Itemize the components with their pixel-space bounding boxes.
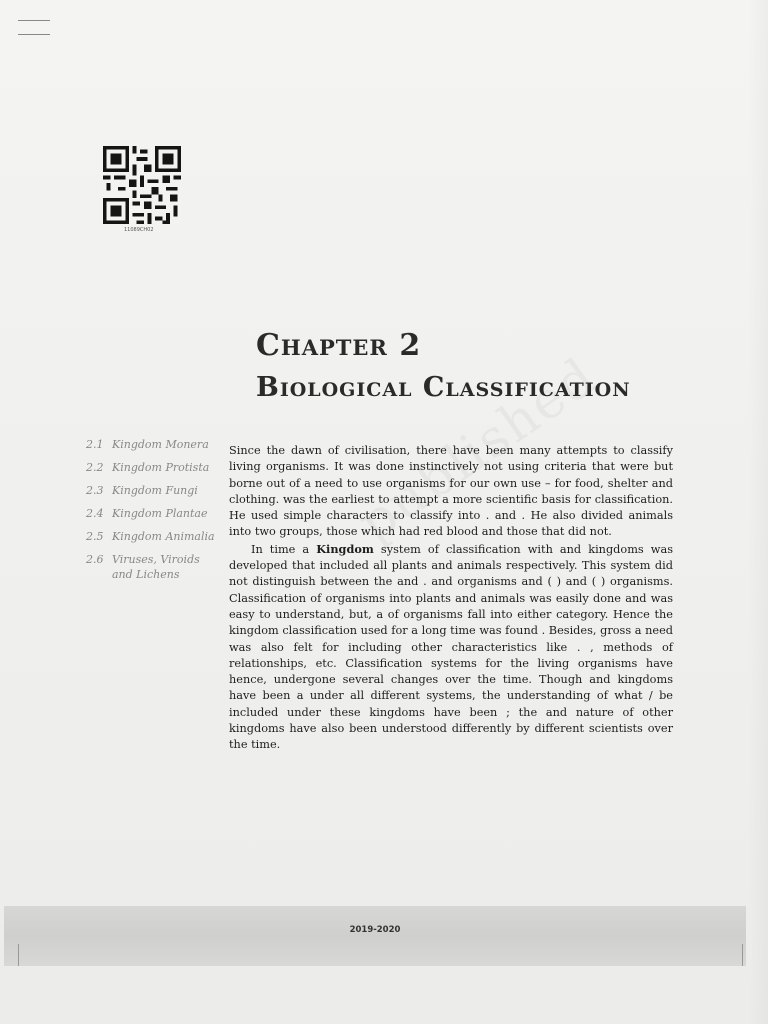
qr-code-label: 11089CH02: [124, 227, 154, 233]
toc-item-kingdom-fungi[interactable]: [86, 483, 221, 498]
toc-item-kingdom-monera[interactable]: [86, 437, 221, 452]
toc-item-viruses-viroids-lichens[interactable]: [86, 552, 221, 582]
toc-item-kingdom-animalia[interactable]: [86, 529, 221, 544]
footer-year: 2019-2020: [349, 925, 401, 935]
toc-label: Kingdom Protista: [112, 461, 210, 474]
toc-label: Kingdom Fungi: [112, 484, 198, 497]
toc-number: 2.5: [86, 530, 104, 543]
paragraph-text: system of classification with and kingdoms was developed that included all plants and animals respectively. This system did not distinguish between the and . and organisms and ( ) and ( ) organisms. Classification of organisms into plants and animals was easily done and was easy to understand, but, a of organisms fall into either category. Hence the kingdom classification used for a long time was found . Besides, gross a need was also felt for including other characteristics like . , methods of relationships, etc. Classification systems for the living organisms have hence, undergone several changes over the time. Though and kingdoms have been a under all different systems, the understanding of what / be included under these kingdoms have been ; the and nature of other kingdoms have also been understood differently by different scientists over the time.: [229, 542, 673, 752]
chapter-contents: [86, 437, 221, 590]
toc-label: Kingdom Animalia: [112, 530, 215, 543]
chapter-body: [229, 443, 673, 754]
chapter-label: Chapter 2: [256, 328, 422, 363]
toc-number: 2.2: [86, 461, 104, 474]
toc-label: Kingdom Monera: [112, 438, 209, 451]
paragraph-kingdom-systems: [229, 541, 673, 754]
toc-label: Viruses, Viroids and Lichens: [112, 553, 200, 581]
toc-number: 2.6: [86, 553, 104, 566]
toc-label: Kingdom Plantae: [112, 507, 208, 520]
chapter-title: Biological Classification: [256, 372, 631, 403]
toc-number: 2.4: [86, 507, 104, 520]
corner-marks: [18, 20, 52, 40]
toc-number: 2.3: [86, 484, 104, 497]
toc-item-kingdom-plantae[interactable]: [86, 506, 221, 521]
bold-term-kingdom: Kingdom: [316, 541, 374, 556]
qr-code-icon[interactable]: [100, 146, 184, 224]
footer-tick-left: [18, 944, 19, 966]
footer-tick-right: [742, 944, 743, 966]
paragraph-text: In time a: [251, 542, 317, 556]
toc-item-kingdom-protista[interactable]: [86, 460, 221, 475]
toc-number: 2.1: [86, 438, 104, 451]
paragraph-intro: Since the dawn of civilisation, there have been many attempts to classify living organisms. It was done instinctively not using criteria that were but borne out of a need to use organisms for our own use – for food, shelter and clothing. was the earliest to attempt a more scientific basis for classification. He used simple characters to classify into . and . He also divided animals into two groups, those which had red blood and those that did not.: [229, 444, 673, 539]
page-edge-shadow: [748, 0, 768, 1024]
footer-band: [4, 906, 746, 966]
